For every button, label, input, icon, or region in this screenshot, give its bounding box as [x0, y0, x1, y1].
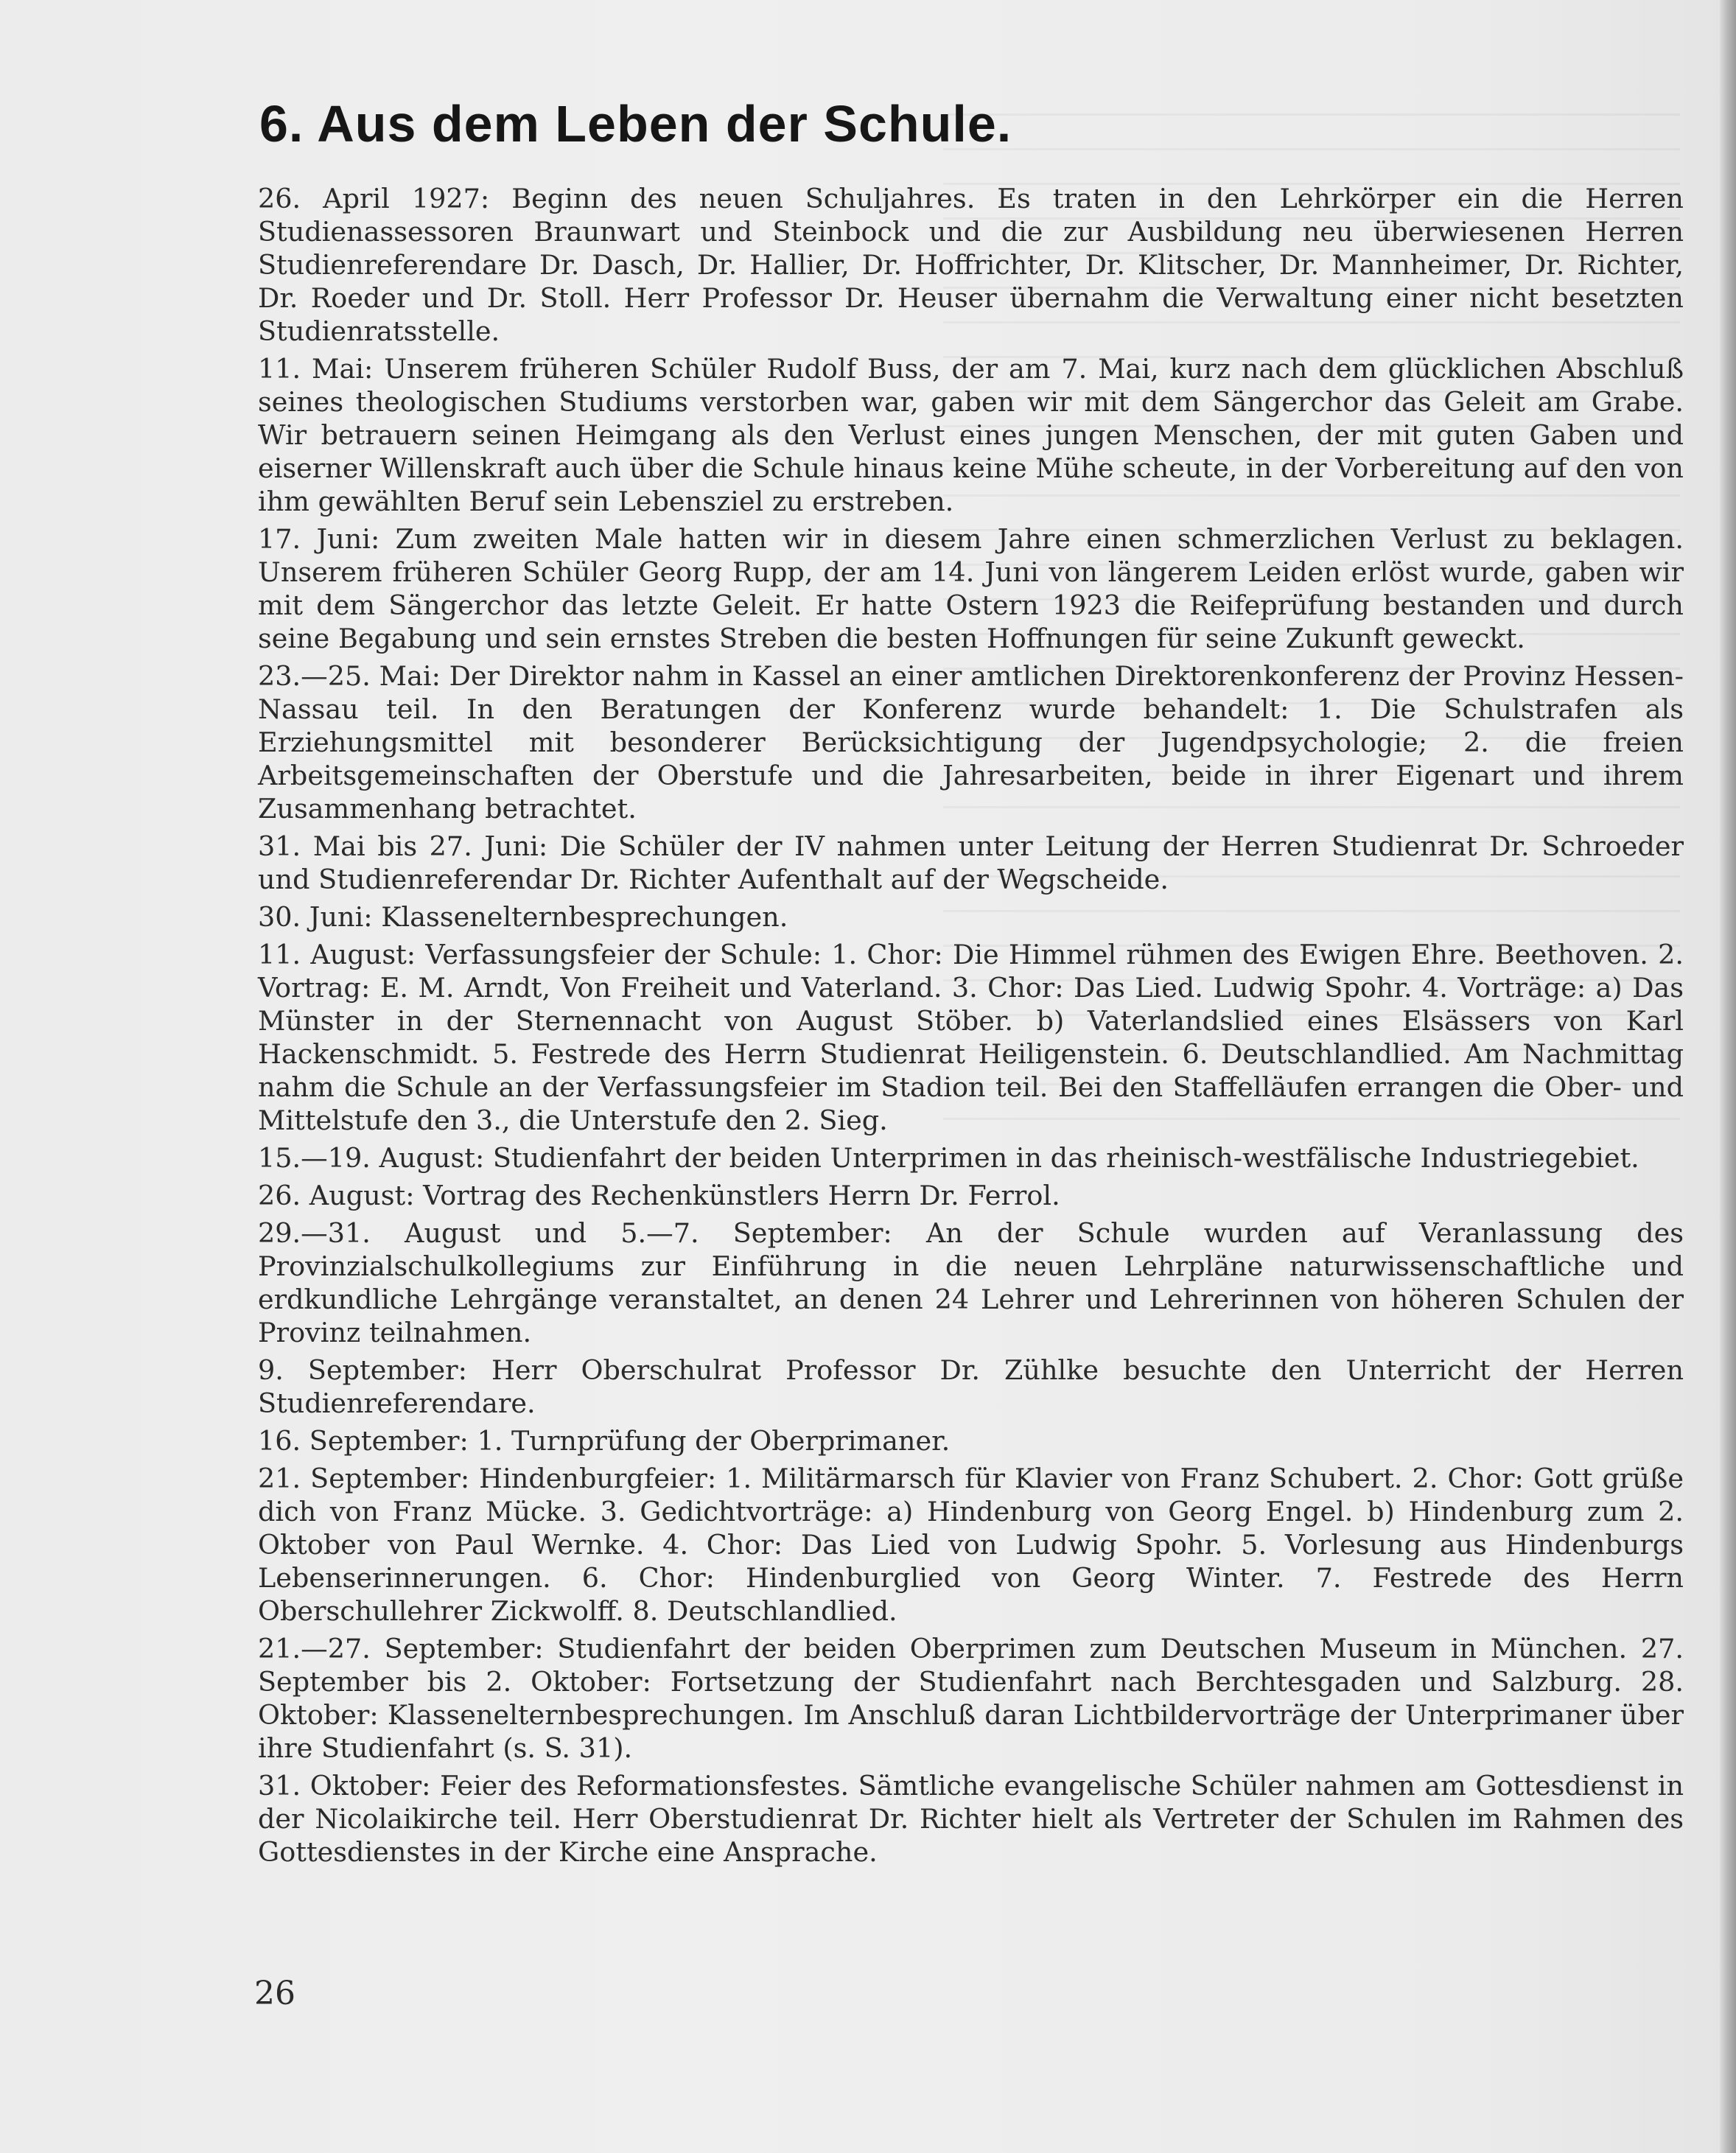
- chronicle-entry: 21. September: Hindenburgfeier: 1. Militärmarsch für Klavier von Franz Schubert. 2. Chor: Gott grüße dich von Franz Mücke. 3. Gedichtvorträge: a) Hindenburg von Georg Engel. b) Hindenburg zum 2. Oktober von Paul Wernke. 4. Chor: Das Lied von Ludwig Spohr. 5. Vorlesung aus Hindenburgs Lebenserinnerungen. 6. Chor: Hindenburglied von Georg Winter. 7. Festrede des Herrn Oberschullehrer Zickwolff. 8. Deutschlandlied.: [258, 1463, 1684, 1627]
- chronicle-entry: 9. September: Herr Oberschulrat Professor Dr. Zühlke besuchte den Unterricht der Herren Studienreferendare.: [258, 1354, 1684, 1419]
- chronicle-entry: 31. Mai bis 27. Juni: Die Schüler der IV nahmen unter Leitung der Herren Studienrat Dr. Schroeder und Studienreferendar Dr. Richter Aufenthalt auf der Wegscheide.: [258, 830, 1684, 895]
- chronicle-entry: 11. Mai: Unserem früheren Schüler Rudolf Buss, der am 7. Mai, kurz nach dem glücklichen Abschluß seines theologischen Studiums verstorben war, gaben wir mit dem Sängerchor das Geleit am Grabe. Wir betrauern seinen Heimgang als den Verlust eines jungen Menschen, der mit guten Gaben und eiserner Willenskraft auch über die Schule hinaus keine Mühe scheute, in der Vorbereitung auf den von ihm gewählten Beruf sein Lebensziel zu erstreben.: [258, 353, 1684, 517]
- page-number: 26: [254, 1975, 295, 2012]
- chronicle-entry: 11. August: Verfassungsfeier der Schule: 1. Chor: Die Himmel rühmen des Ewigen Ehre. Beethoven. 2. Vortrag: E. M. Arndt, Von Freiheit und Vaterland. 3. Chor: Das Lied. Ludwig Spohr. 4. Vorträge: a) Das Münster in der Sternennacht von August Stöber. b) Vaterlandslied eines Elsässers von Karl Hackenschmidt. 5. Festrede des Herrn Studienrat Heiligenstein. 6. Deutschlandlied. Am Nachmittag nahm die Schule an der Verfassungsfeier im Stadion teil. Bei den Staffelläufen errangen die Ober- und Mittelstufe den 3., die Unterstufe den 2. Sieg.: [258, 939, 1684, 1136]
- chronicle-entry: 23.—25. Mai: Der Direktor nahm in Kassel an einer amtlichen Direktorenkonferenz der Provinz Hessen-Nassau teil. In den Beratungen der Konferenz wurde behandelt: 1. Die Schulstrafen als Erziehungsmittel mit besonderer Berücksichtigung der Jugendpsychologie; 2. die freien Arbeitsgemeinschaften der Oberstufe und die Jahresarbeiten, beide in ihrer Eigenart und ihrem Zusammenhang betrachtet.: [258, 660, 1684, 825]
- chronicle-entry: 17. Juni: Zum zweiten Male hatten wir in diesem Jahre einen schmerzlichen Verlust zu beklagen. Unserem früheren Schüler Georg Rupp, der am 14. Juni von längerem Leiden erlöst wurde, gaben wir mit dem Sängerchor das letzte Geleit. Er hatte Ostern 1923 die Reifeprüfung bestanden und durch seine Begabung und sein ernstes Streben die besten Hoffnungen für seine Zukunft geweckt.: [258, 523, 1684, 654]
- chronicle-entry: 15.—19. August: Studienfahrt der beiden Unterprimen in das rheinisch-westfälische Industriegebiet.: [258, 1142, 1639, 1174]
- chronicle-entry: 29.—31. August und 5.—7. September: An der Schule wurden auf Veranlassung des Provinzialschulkollegiums zur Einführung in die neuen Lehrpläne naturwissenschaftliche und erdkundliche Lehrgänge veranstaltet, an denen 24 Lehrer und Lehrerinnen von höheren Schulen der Provinz teilnahmen.: [258, 1217, 1684, 1348]
- main-content: [258, 96, 1684, 1873]
- chronicle-entry: 31. Oktober: Feier des Reformationsfestes. Sämtliche evangelische Schüler nahmen am Gottesdienst in der Nicolaikirche teil. Herr Oberstudienrat Dr. Richter hielt als Vertreter der Schulen im Rahmen des Gottesdienstes in der Kirche eine Ansprache.: [258, 1770, 1684, 1868]
- page-edge: [1720, 0, 1736, 2153]
- chronicle-entry: 16. September: 1. Turnprüfung der Oberprimaner.: [258, 1425, 951, 1457]
- chronicle-entry: 21.—27. September: Studienfahrt der beiden Oberprimen zum Deutschen Museum in München. 27. September bis 2. Oktober: Fortsetzung der Studienfahrt nach Berchtesgaden und Salzburg. 28. Oktober: Klassenelternbesprechungen. Im Anschluß daran Lichtbildervorträge der Unterprimaner über ihre Studienfahrt (s. S. 31).: [258, 1633, 1684, 1764]
- chronicle-entry: 30. Juni: Klassenelternbesprechungen.: [258, 901, 788, 933]
- section-heading: 6. Aus dem Leben der Schule.: [259, 95, 1012, 153]
- chronicle-entry: 26. April 1927: Beginn des neuen Schuljahres. Es traten in den Lehrkörper ein die Herren Studienassessoren Braunwart und Steinbock und die zur Ausbildung neu überwiesenen Herren Studienreferendare Dr. Dasch, Dr. Hallier, Dr. Hoffrichter, Dr. Klitscher, Dr. Mannheimer, Dr. Richter, Dr. Roeder und Dr. Stoll. Herr Professor Dr. Heuser übernahm die Verwaltung einer nicht besetzten Studienratsstelle.: [258, 183, 1684, 347]
- chronicle-entry: 26. August: Vortrag des Rechenkünstlers Herrn Dr. Ferrol.: [258, 1180, 1060, 1211]
